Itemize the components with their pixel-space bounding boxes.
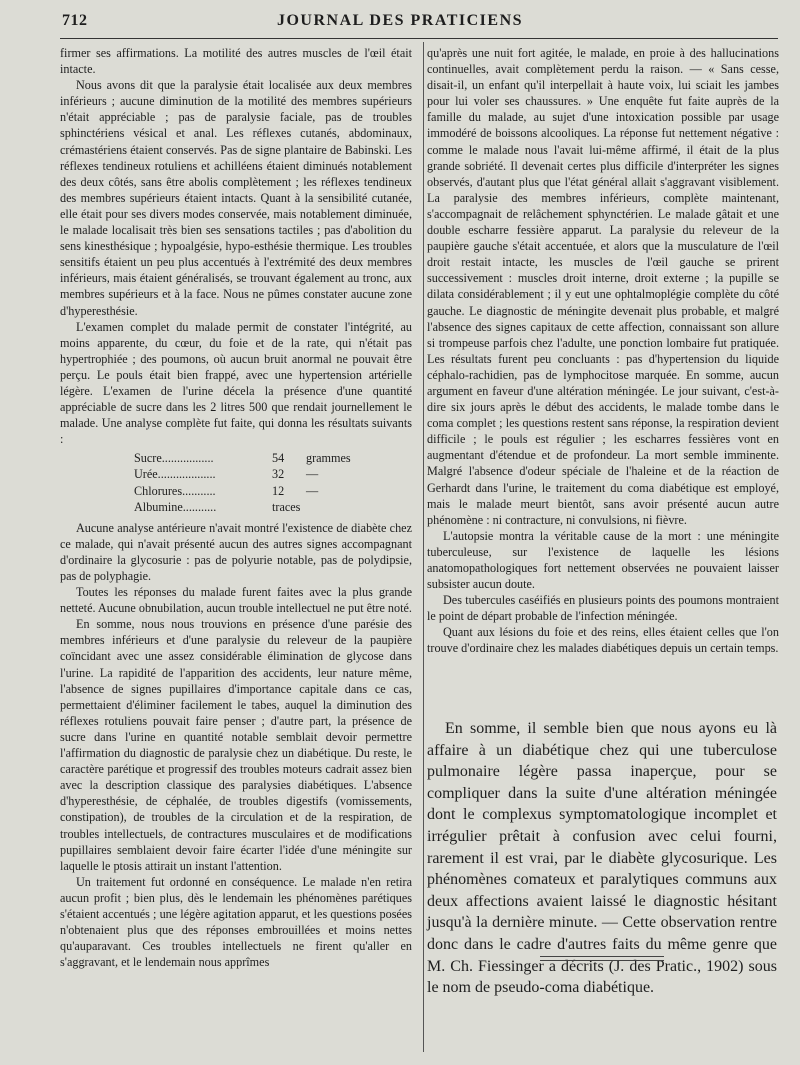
paragraph: Un traitement fut ordonné en conséquence. Le malade n'en retira aucun profit ; bien plus, dès le lendemain les phénomènes parétiques s'étaient accentués ; une légère agitation apparut, et les questions posées n'obtenaient plus que des réponses embrouillées et moins nettes qu'auparavant. Ces troubles intellectuels ne firent qu'aller en s'aggravant, et le lendemain nous apprîmes xyxy=(60,874,412,970)
end-rule xyxy=(540,956,664,957)
analysis-row xyxy=(134,450,412,466)
journal-title: JOURNAL DES PRATICIENS xyxy=(276,12,524,29)
left-column xyxy=(60,45,412,970)
page-header xyxy=(0,0,800,40)
paragraph: L'examen complet du malade permit de constater l'intégrité, au moins apparente, du cœur, du foie et de la rate, qui n'était pas hypertrophiée ; des poumons, où aucun bruit anormal ne pouvait être perçu. Le pouls était bien frappé, avec une hypertension artérielle légère. L'examen de l'urine décela la présence d'une quantité appréciable de sucre dans les 2 litres 500 que rendait journellement le malade. Une analyse complète fut faite, qui donna les résultats suivants : xyxy=(60,319,412,447)
paragraph: qu'après une nuit fort agitée, le malade, en proie à des hallucinations continuelles, avait complètement perdu la raison. — « Sans cesse, disait-il, un enfant qu'il interpellait à haute voix, lui sciait les jambes pour lui voler ses chaussures. » Une enquête fut faite auprès de la famille du malade, au sujet d'une intoxication possible par usage immodéré de boissons alcooliques. La réponse fut nettement négative : comme le malade nous l'avait lui-même affirmé, il était de la plus grande sobriété. Il devenait certes plus difficile d'interpréter les signes observés, d'autant plus que l'état général allait s'aggravant visiblement. La paralysie des membres inférieurs, complète maintenant, s'accompagnait de relâchement sphynctérien. Le malade gâtait et une double escharre fessière apparut. La paralysie du releveur de la paupière gauche s'était accentuée, et alors que la musculature de l'œil droit restait intacte, les muscles de l'œil gauche se prirent successivement : muscles droit interne, droit externe ; la pupille se dilata considérablement ; il y eut une ophtalmoplégie complète du côté gauche. Le diagnostic de méningite devenait plus probable, et malgré l'absence des signes capitaux de cette affection, connaissant son allure si trompeuse parfois chez l'adulte, une ponction lombaire fut pratiquée. Les résultats furent peu concluants : pas d'hypertension du liquide céphalo-rachidien, pas de lymphocitose marquée. En somme, aucun argument en faveur d'une altération méningée. Le jour suivant, c'est-à-dire six jours après le début des accidents, le malade tombe dans le coma complet ; les questions restent sans réponse, la respiration devient difficile ; le pouls est régulier ; les escharres fessières vont en augmentant d'étendue et de profondeur. La mort semble imminente. Malgré l'absence d'odeur spéciale de l'haleine et de la réaction de Gerhardt dans l'urine, le traitement du coma diabétique est employé, mais le malade meurt bientôt, sans avoir présenté aucun autre phénomène : ni contracture, ni convulsions, ni fièvre. xyxy=(427,46,779,527)
urine-analysis-table xyxy=(134,450,412,514)
header-rule xyxy=(60,38,778,39)
right-column xyxy=(427,45,779,657)
analysis-unit: — xyxy=(306,467,319,482)
analysis-unit xyxy=(306,499,386,515)
page-number: 712 xyxy=(62,12,88,29)
paragraph: Des tubercules caséifiés en plusieurs points des poumons montraient le point de départ probable de l'infection méningée. xyxy=(427,593,779,624)
paragraph: Aucune analyse antérieure n'avait montré l'existence de diabète chez ce malade, qui n'avait présenté aucun des autres signes accompagnant d'ordinaire la glycosurie : pas de polyurie notable, pas de polydipsie, pas de polyphagie. xyxy=(60,520,412,583)
analysis-row xyxy=(134,483,412,499)
analysis-value: 12 xyxy=(272,483,285,498)
analysis-unit: grammes xyxy=(306,451,351,466)
column-divider xyxy=(423,42,424,1052)
analysis-value: traces xyxy=(272,499,301,514)
paragraph: L'autopsie montra la véritable cause de la mort : une méningite tuberculeuse, sur l'existence de laquelle les lésions anatomopathologiques fort nettement observées ne pouvaient laisser subsister aucun doute. xyxy=(427,528,779,592)
analysis-row xyxy=(134,499,412,515)
analysis-name: Chlorures........... xyxy=(134,483,216,498)
analysis-name: Sucre................. xyxy=(134,451,214,466)
analysis-name: Urée................... xyxy=(134,467,216,482)
paragraph: Nous avons dit que la paralysie était localisée aux deux membres inférieurs ; aucune diminution de la motilité des membres supérieurs n'était appréciable ; pas de paralysie faciale, pas de troubles sphinctériens vésical et anal. Les réflexes cutanés, abdominaux, crémastériens étaient conservés. Pas de signe plantaire de Babinski. Les réflexes tendineux rotuliens et achilléens étaient diminués notablement des deux côtés, sans être abolis complètement ; les réflexes tendineux des membres supérieurs étaient intacts. Quant à la sensibilité cutanée, elle était pour ses divers modes conservée, mais notablement diminuée, le malade localisait très bien ses sensations tactiles ; pas d'abolition du sens kinesthésique ; hypoalgésie, hypo-esthésie thermique. Les troubles sensitifs étaient un peu plus accentués à l'extrémité des deux membres inférieurs, mais étaient généralisés, se trouvant également au tronc, aux membres supérieurs et à la face. Nous ne pûmes constater aucune zone d'hyperesthésie. xyxy=(60,78,412,318)
paragraph: Toutes les réponses du malade furent faites avec la plus grande netteté. Aucune obnubilation, aucun trouble intellectuel ne put être noté. xyxy=(60,585,412,616)
paragraph: firmer ses affirmations. La motilité des autres muscles de l'œil était intacte. xyxy=(60,46,412,77)
analysis-unit: — xyxy=(306,483,319,498)
analysis-name: Albumine........... xyxy=(134,499,217,514)
analysis-value: 54 xyxy=(272,451,285,466)
analysis-row xyxy=(134,466,412,482)
summary-text: En somme, il semble bien que nous ayons eu là affaire à un diabétique chez qui une tuberculose pulmonaire légère passa inaperçue, pour se compliquer dans la suite d'une altération méningée dont le complexus symptomatologique incomplet et irrégulier prêtait à confusion avec celui fourni, rarement il est vrai, par le diabète glycosurique. Les phénomènes comateux et paralytiques communs aux deux affections avaient laissé le diagnostic hésitant jusqu'à la dernière minute. — Cette observation rentre donc dans le cadre d'autres faits du même genre que M. Ch. Fiessinger a décrits (J. des Pratic., 1902) sous le nom de pseudo-coma diabétique. xyxy=(427,720,777,997)
paragraph: En somme, nous nous trouvions en présence d'une parésie des membres inférieurs et d'une paralysie du releveur de la paupière coïncidant avec une assez considérable élimination de glycose dans l'urine. La rapidité de l'apparition des accidents, leur nature même, l'absence de signes pupillaires d'importance capitale dans ce cas, permettaient d'éliminer facilement le tabes, auquel la diminution des réflexes rotuliens pouvait faire penser ; d'autre part, la présence de sucre dans l'urine en quantité notable semblait devoir permettre l'affirmation du diagnostic de paralysie chez un diabétique. Du reste, le caractère parétique et progressif des troubles moteurs cadrait assez bien avec la description classique des paralysies diabétiques. L'absence d'hyperesthésie, de céphalée, de troubles digestifs (vomissements, constipation), de troubles de la circulation et de la respiration, de troubles intellectuels, de contractures musculaires et de modifications pupillaires semblaient devoir faire écarter l'idée d'une méningite sur laquelle le ptosis attirait un instant l'attention. xyxy=(60,617,412,873)
paragraph: Quant aux lésions du foie et des reins, elles étaient celles que l'on trouve d'ordinaire chez les malades diabétiques depuis un certain temps. xyxy=(427,625,779,656)
end-rule xyxy=(540,960,664,961)
analysis-value: 32 xyxy=(272,467,285,482)
